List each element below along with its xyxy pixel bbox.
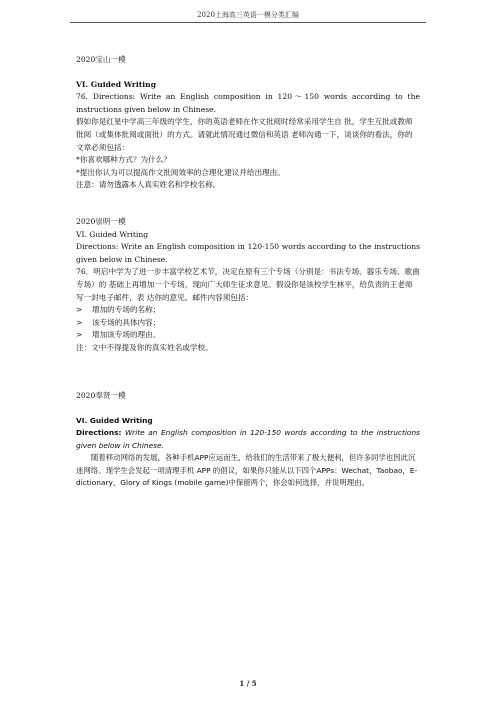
section-fengxian xyxy=(76,390,420,489)
bullet-item xyxy=(76,329,420,342)
page-header xyxy=(0,10,496,20)
section-baoshan xyxy=(76,54,420,192)
bullet-text: 增加的专场的名称； xyxy=(92,305,161,315)
section-heading: VI. Guided Writing xyxy=(76,229,149,239)
section-source: 2020宝山一模 xyxy=(76,55,126,64)
bullet-text: 增加该专场的理由。 xyxy=(92,330,161,340)
requirement-item: *提出你认为可以提高作文批阅效率的合理化建议并给出理由。 xyxy=(76,167,285,177)
bullet-item xyxy=(76,317,420,330)
section-note: 注意：请勿透露本人真实姓名和学校名称。 xyxy=(76,180,221,190)
section-directions: 76. Directions: Write an English composition in 120～150 words according to the instructions given below in Chinese. xyxy=(76,92,420,114)
section-heading: VI. Guided Writing xyxy=(76,79,157,89)
directions-label: Directions: xyxy=(76,428,122,438)
section-note: 注：文中不得提及你的真实姓名或学校。 xyxy=(76,342,213,352)
document-body xyxy=(76,54,420,490)
directions-text: Write an English composition in 120-150 words according to the instructions given below in Chinese. xyxy=(76,428,420,450)
section-body: 假如你是红星中学高三年级的学生，你的英语老师在作文批阅时经常采用学生自 批，学生互批或教师批阅（或集体批阅或面批）的方式。请就此情况通过微信和英语 老师沟通一下，谈谈你的看法，你的文章必须包括： xyxy=(76,117,413,152)
bullet-marker: > xyxy=(76,305,83,315)
requirement-item: *你喜欢哪种方式？为什么？ xyxy=(76,155,171,165)
section-body: 76．明启中学为了进一步丰富学校艺术节，决定在原有三个专场（分别是：书法专场、器乐专场、歌曲专场）的 基础上再增加一个专场，现向广大师生征求意见。假设你是该校学生林平，给负责的王老师写一封电子邮件，表 达你的意见。邮件内容须包括： xyxy=(76,267,420,302)
section-heading: VI. Guided Writing xyxy=(76,416,153,426)
section-source: 2020崇明一模 xyxy=(76,216,126,226)
section-directions xyxy=(76,427,420,452)
page-number: 1 / 5 xyxy=(239,679,257,688)
section-source: 2020奉贤一模 xyxy=(76,391,126,401)
bullet-item xyxy=(76,304,420,317)
header-divider xyxy=(70,22,426,23)
bullet-marker: > xyxy=(76,330,83,340)
section-chongming xyxy=(76,216,420,355)
header-title: 2020上海高三英语一模分类汇编 xyxy=(197,11,299,19)
section-directions: Directions: Write an English composition in 120-150 words according to the instructions given below in Chinese. xyxy=(76,242,420,264)
bullet-marker: > xyxy=(76,317,83,327)
bullet-text: 该专场的具体内容； xyxy=(92,317,161,327)
section-body: 随着移动网络的发展，各种手机APP应运而生，给我们的生活带来了极大便利，但许多同学也因此沉迷网络。现学生会发起一项清理手机 APP 的倡议，如果你只能从以下四个APPs：Wechat，Taobao，E-dictionary，Glory of Kings (mobile game)中保留两个，你会如何选择，并说明理由。 xyxy=(76,453,418,488)
